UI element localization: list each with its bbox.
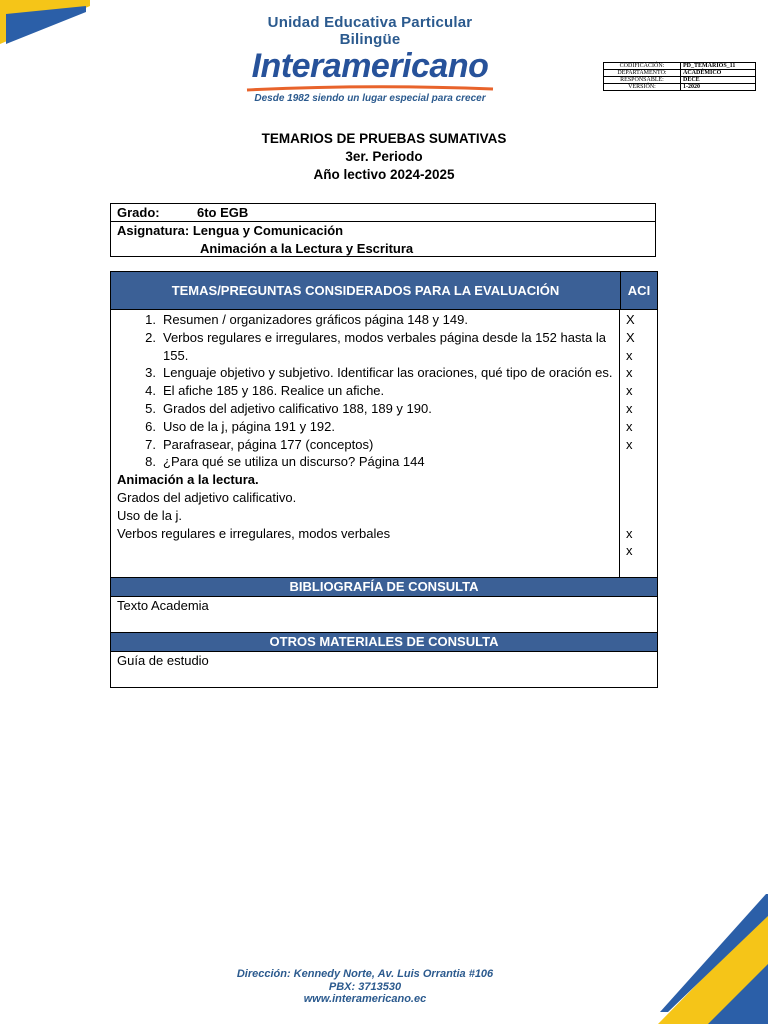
materials-content: Guía de estudio: [117, 653, 209, 668]
subject-info-box: [110, 203, 656, 257]
item-text: Uso de la j, página 191 y 192.: [163, 418, 336, 434]
aci-mark: x: [626, 525, 633, 541]
subject-label: Asignatura:: [117, 223, 190, 238]
aci-mark: [626, 507, 657, 525]
aci-column: [620, 310, 657, 577]
grade-label: Grado:: [117, 205, 160, 220]
school-logo: [240, 14, 500, 104]
item-text: Parafrasear, página 177 (conceptos): [163, 436, 374, 452]
grade-row: [111, 204, 655, 222]
aci-header: ACI: [627, 283, 651, 298]
aci-mark: x: [626, 383, 633, 399]
code-key: CODIFICACIÓN:: [604, 63, 681, 70]
bibliography-heading: BIBLIOGRAFÍA DE CONSULTA: [111, 577, 657, 597]
item-number: 2.: [145, 329, 156, 345]
subject-row: [111, 222, 655, 258]
list-item: [117, 311, 613, 329]
version-key: VERSIÓN:: [604, 84, 681, 91]
code-value: PD_TEMARIOS_11: [681, 63, 756, 70]
department-key: DEPARTAMENTO:: [604, 70, 681, 77]
item-number: 5.: [145, 400, 156, 416]
responsible-value: DECE: [681, 77, 756, 84]
item-text: Resumen / organizadores gráficos página 148 y 149.: [163, 312, 468, 327]
school-tagline: Desde 1982 siendo un lugar especial para crecer: [254, 93, 486, 104]
footer-website: www.interamericano.ec: [303, 993, 427, 1005]
list-item: [117, 329, 613, 365]
item-text: Verbos regulares e irregulares, modos verbales página desde la 152 hasta la 155.: [163, 329, 606, 363]
item-number: 4.: [145, 383, 156, 399]
list-item: [117, 418, 613, 436]
aci-mark: x: [626, 400, 633, 416]
subject-value-2: Animación a la Lectura y Escritura: [200, 241, 414, 256]
item-number: 3.: [145, 365, 156, 381]
responsible-key: RESPONSABLE:: [604, 77, 681, 84]
item-number: 7.: [145, 436, 156, 452]
school-name: Unidad Educativa Particular Bilingüe: [267, 14, 473, 48]
aci-mark: x: [626, 418, 633, 434]
extra-topic: Uso de la j.: [117, 507, 183, 523]
aci-mark: X: [626, 312, 635, 327]
title-line-3: Año lectivo 2024-2025: [313, 167, 455, 182]
item-text: Lenguaje objetivo y subjetivo. Identificar las oraciones, qué tipo de oración es.: [163, 365, 613, 381]
materials-heading: OTROS MATERIALES DE CONSULTA: [111, 632, 657, 652]
aci-mark: [626, 453, 657, 471]
item-number: 8.: [145, 454, 156, 470]
footer-contact: [200, 968, 530, 1006]
item-text: ¿Para qué se utiliza un discurso? Página 144: [163, 454, 425, 470]
aci-mark: x: [626, 365, 633, 381]
reading-subheading: Animación a la lectura.: [117, 472, 259, 488]
document-code-table: [603, 62, 756, 91]
title-line-2: 3er. Periodo: [345, 149, 423, 164]
aci-mark: X: [626, 329, 635, 345]
aci-mark: x: [626, 347, 633, 363]
aci-mark: x: [626, 436, 633, 452]
aci-mark: x: [626, 543, 633, 559]
footer-phone: PBX: 3713530: [328, 980, 402, 993]
corner-decoration-bottom-right: [648, 894, 768, 1024]
version-value: 1-2020: [681, 84, 756, 91]
list-item: [117, 436, 613, 454]
topics-table: [110, 271, 658, 688]
bibliography-content: Texto Academia: [117, 598, 209, 613]
item-number: 6.: [145, 418, 156, 434]
topics-table-header: [111, 272, 657, 310]
item-number: 1.: [145, 312, 156, 327]
topics-header: TEMAS/PREGUNTAS CONSIDERADOS PARA LA EVALUACIÓN: [111, 272, 621, 309]
logo-swoosh: [245, 84, 495, 92]
brand-name: Interamericano: [251, 47, 489, 85]
subject-value-1: Lengua y Comunicación: [192, 223, 344, 238]
extra-topic: Grados del adjetivo calificativo.: [117, 489, 297, 505]
document-title: [0, 130, 768, 184]
aci-mark: [626, 471, 657, 489]
extra-topic: Verbos regulares e irregulares, modos verbales: [117, 525, 391, 541]
list-item: [117, 382, 613, 400]
footer-address: Dirección: Kennedy Norte, Av. Luis Orrantia #106: [236, 968, 494, 980]
corner-decoration-top-left: [0, 0, 90, 50]
topics-column: [111, 310, 620, 577]
list-item: [117, 400, 613, 418]
list-item: [117, 364, 613, 382]
list-item: [117, 453, 613, 471]
item-text: Grados del adjetivo calificativo 188, 189 y 190.: [163, 400, 432, 416]
item-text: El afiche 185 y 186. Realice un afiche.: [163, 383, 385, 399]
topics-table-body: [111, 310, 657, 577]
grade-value: 6to EGB: [197, 205, 249, 220]
title-line-1: TEMARIOS DE PRUEBAS SUMATIVAS: [261, 131, 507, 146]
department-value: ACADÉMICO: [681, 70, 756, 77]
aci-mark: [626, 489, 657, 507]
